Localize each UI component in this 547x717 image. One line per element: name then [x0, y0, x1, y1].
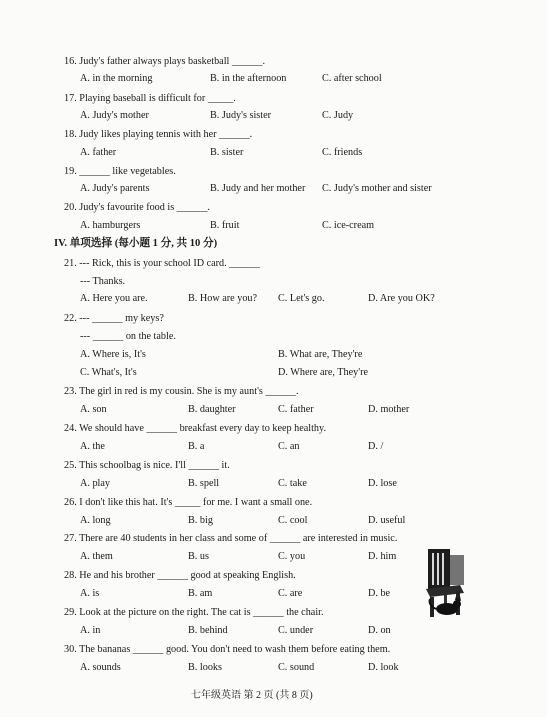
q30-option-c: C. sound: [278, 662, 315, 673]
q17-stem: 17. Playing baseball is difficult for _____.: [64, 93, 236, 104]
q23-option-b: B. daughter: [188, 404, 236, 415]
q22-option-b: B. What are, They're: [278, 349, 363, 360]
q24-option-c: C. an: [278, 441, 300, 452]
q20-option-c: C. ice-cream: [322, 220, 375, 231]
q17-option-a: A. Judy's mother: [80, 110, 149, 121]
q25-option-c: C. take: [278, 478, 307, 489]
q21-option-c: C. Let's go.: [278, 293, 325, 304]
q28-option-a: A. is: [80, 588, 100, 599]
cat-chair-picture: [424, 545, 466, 620]
q18-option-c: C. friends: [322, 147, 363, 158]
q27-option-b: B. us: [188, 551, 209, 562]
q25-option-a: A. play: [80, 478, 110, 489]
q19-stem: 19. ______ like vegetables.: [64, 166, 176, 177]
q17-option-b: B. Judy's sister: [210, 110, 271, 121]
q22-stem: 22. --- ______ my keys?: [64, 313, 164, 324]
q26-option-d: D. useful: [368, 515, 406, 526]
q22-reply: --- ______ on the table.: [80, 331, 176, 342]
q18-stem: 18. Judy likes playing tennis with her ______.: [64, 129, 253, 140]
section-heading: IV. 单项选择 (每小题 1 分, 共 10 分): [54, 238, 218, 249]
q18-option-a: A. father: [80, 147, 117, 158]
q24-stem: 24. We should have ______ breakfast every day to keep healthy.: [64, 423, 326, 434]
q25-option-d: D. lose: [368, 478, 397, 489]
q16-option-a: A. in the morning: [80, 73, 153, 84]
q20-stem: 20. Judy's favourite food is ______.: [64, 202, 210, 213]
q18-option-b: B. sister: [210, 147, 244, 158]
q28-option-c: C. are: [278, 588, 303, 599]
q21-option-b: B. How are you?: [188, 293, 258, 304]
q23-option-a: A. son: [80, 404, 107, 415]
q21-option-d: D. Are you OK?: [368, 293, 435, 304]
q22-option-a: A. Where is, It's: [80, 349, 146, 360]
q29-option-c: C. under: [278, 625, 314, 636]
q26-option-c: C. cool: [278, 515, 308, 526]
q22-option-c: C. What's, It's: [80, 367, 137, 378]
q24-option-b: B. a: [188, 441, 205, 452]
q29-stem: 29. Look at the picture on the right. The cat is ______ the chair.: [64, 607, 324, 618]
q25-option-b: B. spell: [188, 478, 220, 489]
q27-stem: 27. There are 40 students in her class and some of ______ are interested in music.: [64, 533, 398, 544]
q19-option-b: B. Judy and her mother: [210, 183, 306, 194]
q28-option-b: B. am: [188, 588, 213, 599]
q19-option-c: C. Judy's mother and sister: [322, 183, 432, 194]
q30-option-b: B. looks: [188, 662, 222, 673]
q25-stem: 25. This schoolbag is nice. I'll ______ it.: [64, 460, 230, 471]
q23-option-d: D. mother: [368, 404, 410, 415]
q26-option-b: B. big: [188, 515, 213, 526]
q23-stem: 23. The girl in red is my cousin. She is my aunt's ______.: [64, 386, 299, 397]
q29-option-a: A. in: [80, 625, 101, 636]
q20-option-a: A. hamburgers: [80, 220, 141, 231]
q30-stem: 30. The bananas ______ good. You don't need to wash them before eating them.: [64, 644, 391, 655]
q27-option-c: C. you: [278, 551, 306, 562]
q16-stem: 16. Judy's father always plays basketball ______.: [64, 56, 266, 67]
q17-option-c: C. Judy: [322, 110, 354, 121]
q28-stem: 28. He and his brother ______ good at speaking English.: [64, 570, 296, 581]
q26-stem: 26. I don't like this hat. It's _____ for me. I want a small one.: [64, 497, 313, 508]
q29-option-b: B. behind: [188, 625, 228, 636]
page-footer: 七年级英语 第 2 页 (共 8 页): [191, 690, 313, 701]
q24-option-a: A. the: [80, 441, 105, 452]
q23-option-c: C. father: [278, 404, 314, 415]
q16-option-b: B. in the afternoon: [210, 73, 287, 84]
q30-option-d: D. look: [368, 662, 399, 673]
q21-stem: 21. --- Rick, this is your school ID card. ______: [64, 258, 260, 269]
q27-option-d: D. him: [368, 551, 397, 562]
q24-option-d: D. /: [368, 441, 384, 452]
q27-option-a: A. them: [80, 551, 113, 562]
q22-option-d: D. Where are, They're: [278, 367, 368, 378]
q16-option-c: C. after school: [322, 73, 382, 84]
q21-reply: --- Thanks.: [80, 276, 126, 287]
q19-option-a: A. Judy's parents: [80, 183, 150, 194]
q29-option-d: D. on: [368, 625, 391, 636]
q20-option-b: B. fruit: [210, 220, 240, 231]
q30-option-a: A. sounds: [80, 662, 121, 673]
q26-option-a: A. long: [80, 515, 111, 526]
q28-option-d: D. be: [368, 588, 391, 599]
q21-option-a: A. Here you are.: [80, 293, 148, 304]
